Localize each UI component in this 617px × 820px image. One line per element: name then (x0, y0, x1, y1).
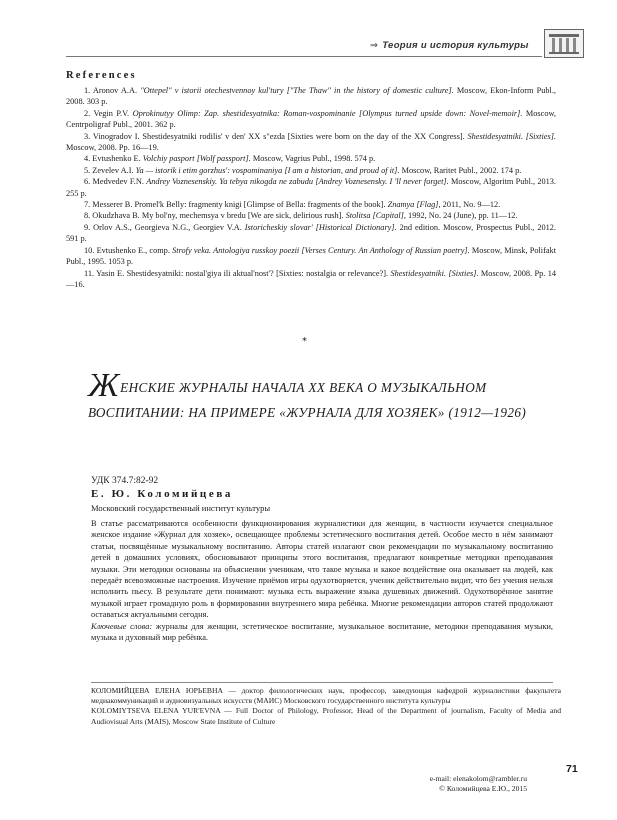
header-rule (66, 56, 542, 57)
bio-russian: КОЛОМИЙЦЕВА ЕЛЕНА ЮРЬЕВНА — доктор филологических наук, профессор, заведующая кафедрой журналистики факультета медиакоммуникаций и аудиовизуальных искусств (МАИС) Московского государственного института культуры (91, 686, 561, 706)
reference-item: 10. Evtushenko E., comp. Strofy veka. Antologiya russkoy poezii [Verses Century. An Anthology of Russian poetry]. Moscow, Minsk, Polifakt Publ., 1995. 1053 p. (66, 245, 557, 267)
reference-item: 9. Orlov A.S., Georgieva N.G., Georgiev V.A. Istoricheskiy slovar' [Historical Dictionary]. 2nd edition. Moscow, Prospectus Publ., 2012. 591 p. (66, 222, 556, 244)
author-institution: Московский государственный институт культуры (91, 503, 271, 513)
reference-item: 11. Yasin E. Shestidesyatniki: nostal'giya ili aktual'nost'? [Sixties: nostalgia or relevance?]. Shestidesyatniki. [Sixties]. Moscow, 2008. Pp. 14—16. (66, 268, 556, 289)
references-list (66, 85, 556, 290)
reference-item: 6. Medvedev F.N. Andrey Voznesenskiy. Ya tebya nikogda ne zabudu [Andrey Voznesensky. I 'll never forget]. Moscow, Algoritm Publ., 2013. 255 p. (66, 177, 556, 198)
reference-item: 4. Evtushenko E. Volchiy pasport [Wolf passport]. Moscow, Vagrius Publ., 1998. 574 p. (84, 154, 376, 164)
abstract-text: В статье рассматриваются особенности функционирования журналистики для женщин, в частности изучается специальное женское издание «Журнал для хозяек», освещающее проблемы эстетического воспитания детей. Особое место в нём занимают статьи, посвящённые музыкальному воспитанию. Авторы статей излагают свои рекомендации по музыкальному воспитанию детей в домашних условиях, обосновывают принципы этого воспитания, предлагают конкретные методики преподавания музыки. Эти методики основаны на объяснении ученикам, что такое музыка и какое воздействие она оказывает на людей, как передаёт всевозможные настроения. Изучение приёмов игры одухотворяется, ученик действительно видит, что без учения нельзя исполнить пьесу. В результате дети понимают: музыка есть выражение языка душевных движений. Одухотворённое занятие музыкой играет громадную роль в формировании внутреннего мира ребёнка. Многие рекомендации авторов статей продолжают оставаться актуальными сегодня. (91, 519, 553, 620)
reference-item: 2. Vegin P.V. Oprokinutyy Olimp: Zap. shestidesyatnika: Roman-vospominanie [Olympus turned upside down: Novel-memoir]. Moscow, Centrpoligraf Publ., 2001. 362 p. (66, 108, 556, 130)
reference-item: 7. Messerer B. Promel'k Belly: fragmenty knigi [Glimpse of Bella: fragments of the book]. Znamya [Flag], 2011, No. 9—12. (84, 200, 501, 210)
arrow-icon: ⇒ (370, 40, 379, 51)
author-bio (91, 686, 561, 727)
abstract (91, 518, 553, 643)
article-title: ЖЕНСКИЕ ЖУРНАЛЫ НАЧАЛА XX ВЕКА О МУЗЫКАЛЬНОМ ВОСПИТАНИИ: НА ПРИМЕРЕ «ЖУРНАЛА ДЛЯ ХОЗЯЕК» (1912—1926) (88, 367, 527, 420)
column-logo-icon (544, 29, 584, 58)
keywords: Ключевые слова: журналы для женщин, эстетическое воспитание, музыкальное воспитание, методики преподавания музыки, музыка и духовный мир ребёнка. (91, 621, 553, 643)
reference-item: 8. Okudzhava B. My bol'ny, mechemsya v bredu [We are sick, delirious rush]. Stolitsa [Capital], 1992, No. 24 (June), pp. 11—12. (84, 211, 518, 221)
author-contact (430, 774, 527, 794)
author-email[interactable]: e-mail: elenakolom@rambler.ru (429, 774, 527, 783)
section-title: Теория и история культуры (382, 40, 529, 51)
copyright: © Коломийцева Е.Ю., 2015 (439, 784, 527, 794)
footnote-rule (91, 682, 553, 683)
section-separator: * (302, 336, 307, 347)
running-header (370, 40, 529, 51)
bio-english: KOLOMIYTSEVA ELENA YUR'EVNA — Full Doctor of Philology, Professor, Head of the Department of journalism, Faculty of Media and Audiovisual Arts (MAIS), Moscow State Institute of Culture (91, 706, 561, 726)
title-initial: Ж (88, 367, 120, 404)
reference-item: 1. Aronov A.A. "Ottepel" v istorii otechestvennoy kul'tury ["The Thaw" in the history of domestic culture]. Moscow, Ekon-Inform Publ., 2008. 303 p. (66, 86, 556, 107)
author-name: Е. Ю. Коломийцева (91, 488, 233, 500)
page-number: 71 (566, 763, 578, 775)
reference-item: 5. Zevelev A.I. Ya — istorik i etim gorzhus': vospominaniya [I am a historian, and proud of it]. Moscow, Raritet Publ., 2002. 174 p. (84, 165, 522, 175)
references-heading: References (66, 70, 137, 81)
reference-item: 3. Vinogradov I. Shestidesyatniki rodilis' v den' XX s"ezda [Sixties were born on the day of the XX Congress]. Shestidesyatniki. [Sixties]. Moscow, 2008. Pp. 16—19. (66, 131, 556, 153)
udk-code: УДК 374.7:82-92 (91, 476, 159, 486)
